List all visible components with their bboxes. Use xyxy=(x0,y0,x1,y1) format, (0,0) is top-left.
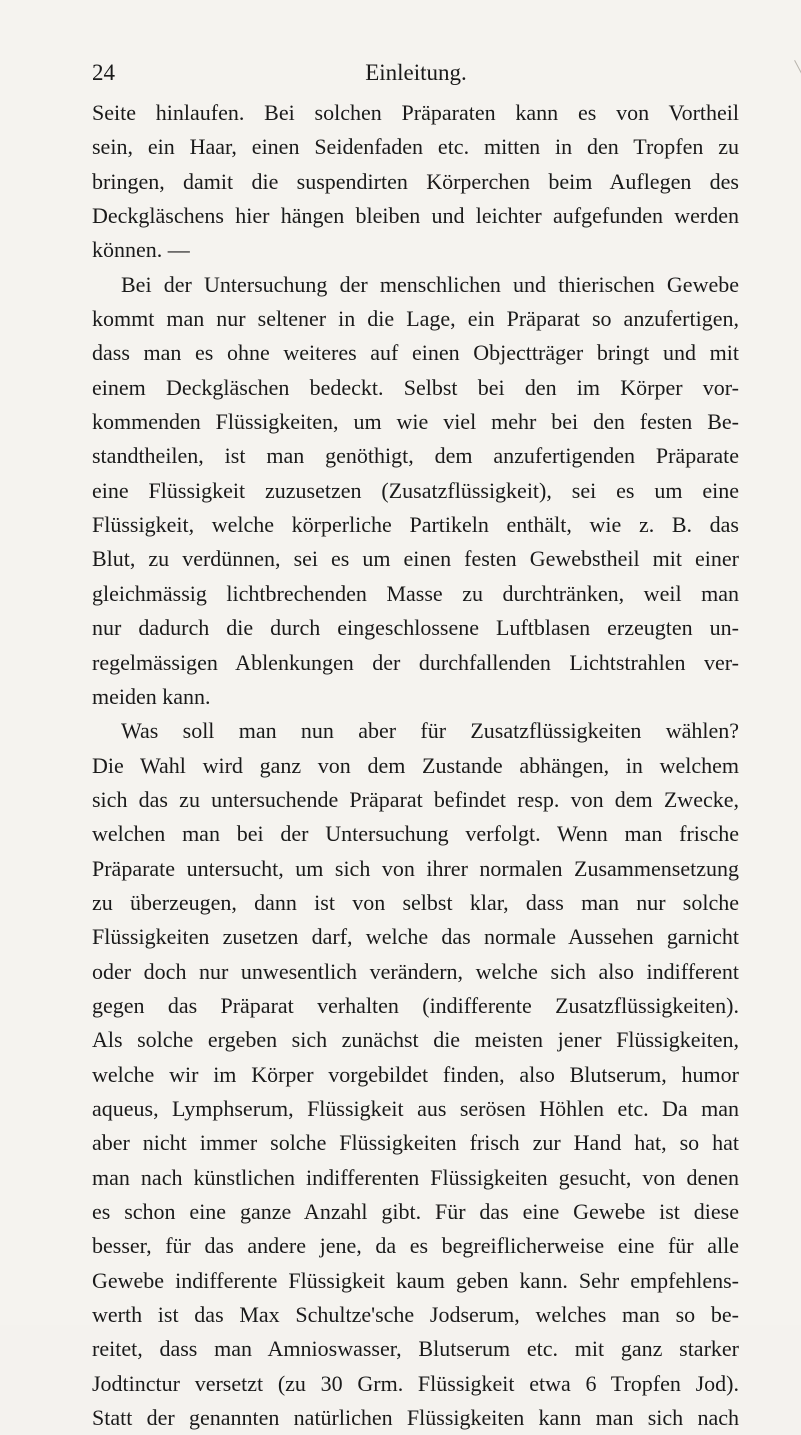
running-head xyxy=(92,58,740,88)
text-line: oder doch nur unwesentlich verändern, welche sich also indifferent xyxy=(92,958,739,984)
text-line: kommt man nur seltener in die Lage, ein Präparat so anzufertigen, xyxy=(92,306,739,332)
text-line: nur dadurch die durch eingeschlossene Luftblasen erzeugten un- xyxy=(92,615,739,641)
text-line: aber nicht immer solche Flüssigkeiten frisch zur Hand hat, so hat xyxy=(92,1130,739,1156)
text-line: Bei der Untersuchung der menschlichen und thierischen Gewebe xyxy=(121,271,739,297)
text-line: gleichmässig lichtbrechenden Masse zu durchtränken, weil man xyxy=(92,580,739,606)
text-line: zu überzeugen, dann ist von selbst klar, dass man nur solche xyxy=(92,889,739,915)
text-line: einem Deckgläschen bedeckt. Selbst bei den im Körper vor- xyxy=(92,374,739,400)
body-text xyxy=(92,96,739,1435)
text-line: können. — xyxy=(92,237,190,263)
text-line: Deckgläschens hier hängen bleiben und leichter aufgefunden werden xyxy=(92,203,739,229)
paragraph xyxy=(92,268,739,714)
text-line: sein, ein Haar, einen Seidenfaden etc. mitten in den Tropfen zu xyxy=(92,134,739,160)
text-line: standtheilen, ist man genöthigt, dem anzufertigenden Präparate xyxy=(92,443,739,469)
text-line: eine Flüssigkeit zuzusetzen (Zusatzflüssigkeit), sei es um eine xyxy=(92,477,739,503)
text-line: Gewebe indifferente Flüssigkeit kaum geben kann. Sehr empfehlens- xyxy=(92,1267,739,1293)
text-line: Flüssigkeit, welche körperliche Partikeln enthält, wie z. B. das xyxy=(92,512,739,538)
text-line: aqueus, Lymphserum, Flüssigkeit aus serösen Höhlen etc. Da man xyxy=(92,1095,739,1121)
text-line: sich das zu untersuchende Präparat befindet resp. von dem Zwecke, xyxy=(92,786,739,812)
text-line: gegen das Präparat verhalten (indifferente Zusatzflüssigkeiten). xyxy=(92,992,739,1018)
text-line: werth ist das Max Schultze'sche Jodserum, welches man so be- xyxy=(92,1302,739,1328)
text-line: Flüssigkeiten zusetzen darf, welche das normale Aussehen garnicht xyxy=(92,924,739,950)
text-line: Präparate untersucht, um sich von ihrer normalen Zusammensetzung xyxy=(92,855,739,881)
text-line: bringen, damit die suspendirten Körperchen beim Auflegen des xyxy=(92,168,739,194)
text-line: dass man es ohne weiteres auf einen Objectträger bringt und mit xyxy=(92,340,739,366)
chapter-title: Einleitung. xyxy=(365,60,467,85)
text-line: man nach künstlichen indifferenten Flüssigkeiten gesucht, von denen xyxy=(92,1164,739,1190)
text-line: Blut, zu verdünnen, sei es um einen festen Gewebstheil mit einer xyxy=(92,546,739,572)
text-line: Was soll man nun aber für Zusatzflüssigkeiten wählen? xyxy=(121,718,739,744)
text-line: Die Wahl wird ganz von dem Zustande abhängen, in welchem xyxy=(92,752,739,778)
text-line: welchen man bei der Untersuchung verfolgt. Wenn man frische xyxy=(92,821,739,847)
page-edge-mark xyxy=(794,60,801,113)
text-line: Seite hinlaufen. Bei solchen Präparaten kann es von Vortheil xyxy=(92,100,739,125)
text-line: welche wir im Körper vorgebildet finden, also Blutserum, humor xyxy=(92,1061,739,1087)
text-line: reitet, dass man Amnioswasser, Blutserum etc. mit ganz starker xyxy=(92,1336,739,1362)
text-line: besser, für das andere jene, da es begreiflicherweise eine für alle xyxy=(92,1233,739,1259)
text-line: Statt der genannten natürlichen Flüssigkeiten kann man sich nach xyxy=(92,1405,739,1431)
paragraph xyxy=(92,714,739,1435)
paragraph xyxy=(92,96,739,268)
text-line: kommenden Flüssigkeiten, um wie viel mehr bei den festen Be- xyxy=(92,409,739,435)
text-line: es schon eine ganze Anzahl gibt. Für das eine Gewebe ist diese xyxy=(92,1199,739,1224)
text-line: Jodtinctur versetzt (zu 30 Grm. Flüssigkeit etwa 6 Tropfen Jod). xyxy=(92,1370,739,1396)
text-line: meiden kann. xyxy=(92,683,211,709)
text-line: regelmässigen Ablenkungen der durchfallenden Lichtstrahlen ver- xyxy=(92,649,739,675)
page-number: 24 xyxy=(92,60,115,85)
text-line: Als solche ergeben sich zunächst die meisten jener Flüssigkeiten, xyxy=(92,1027,739,1053)
